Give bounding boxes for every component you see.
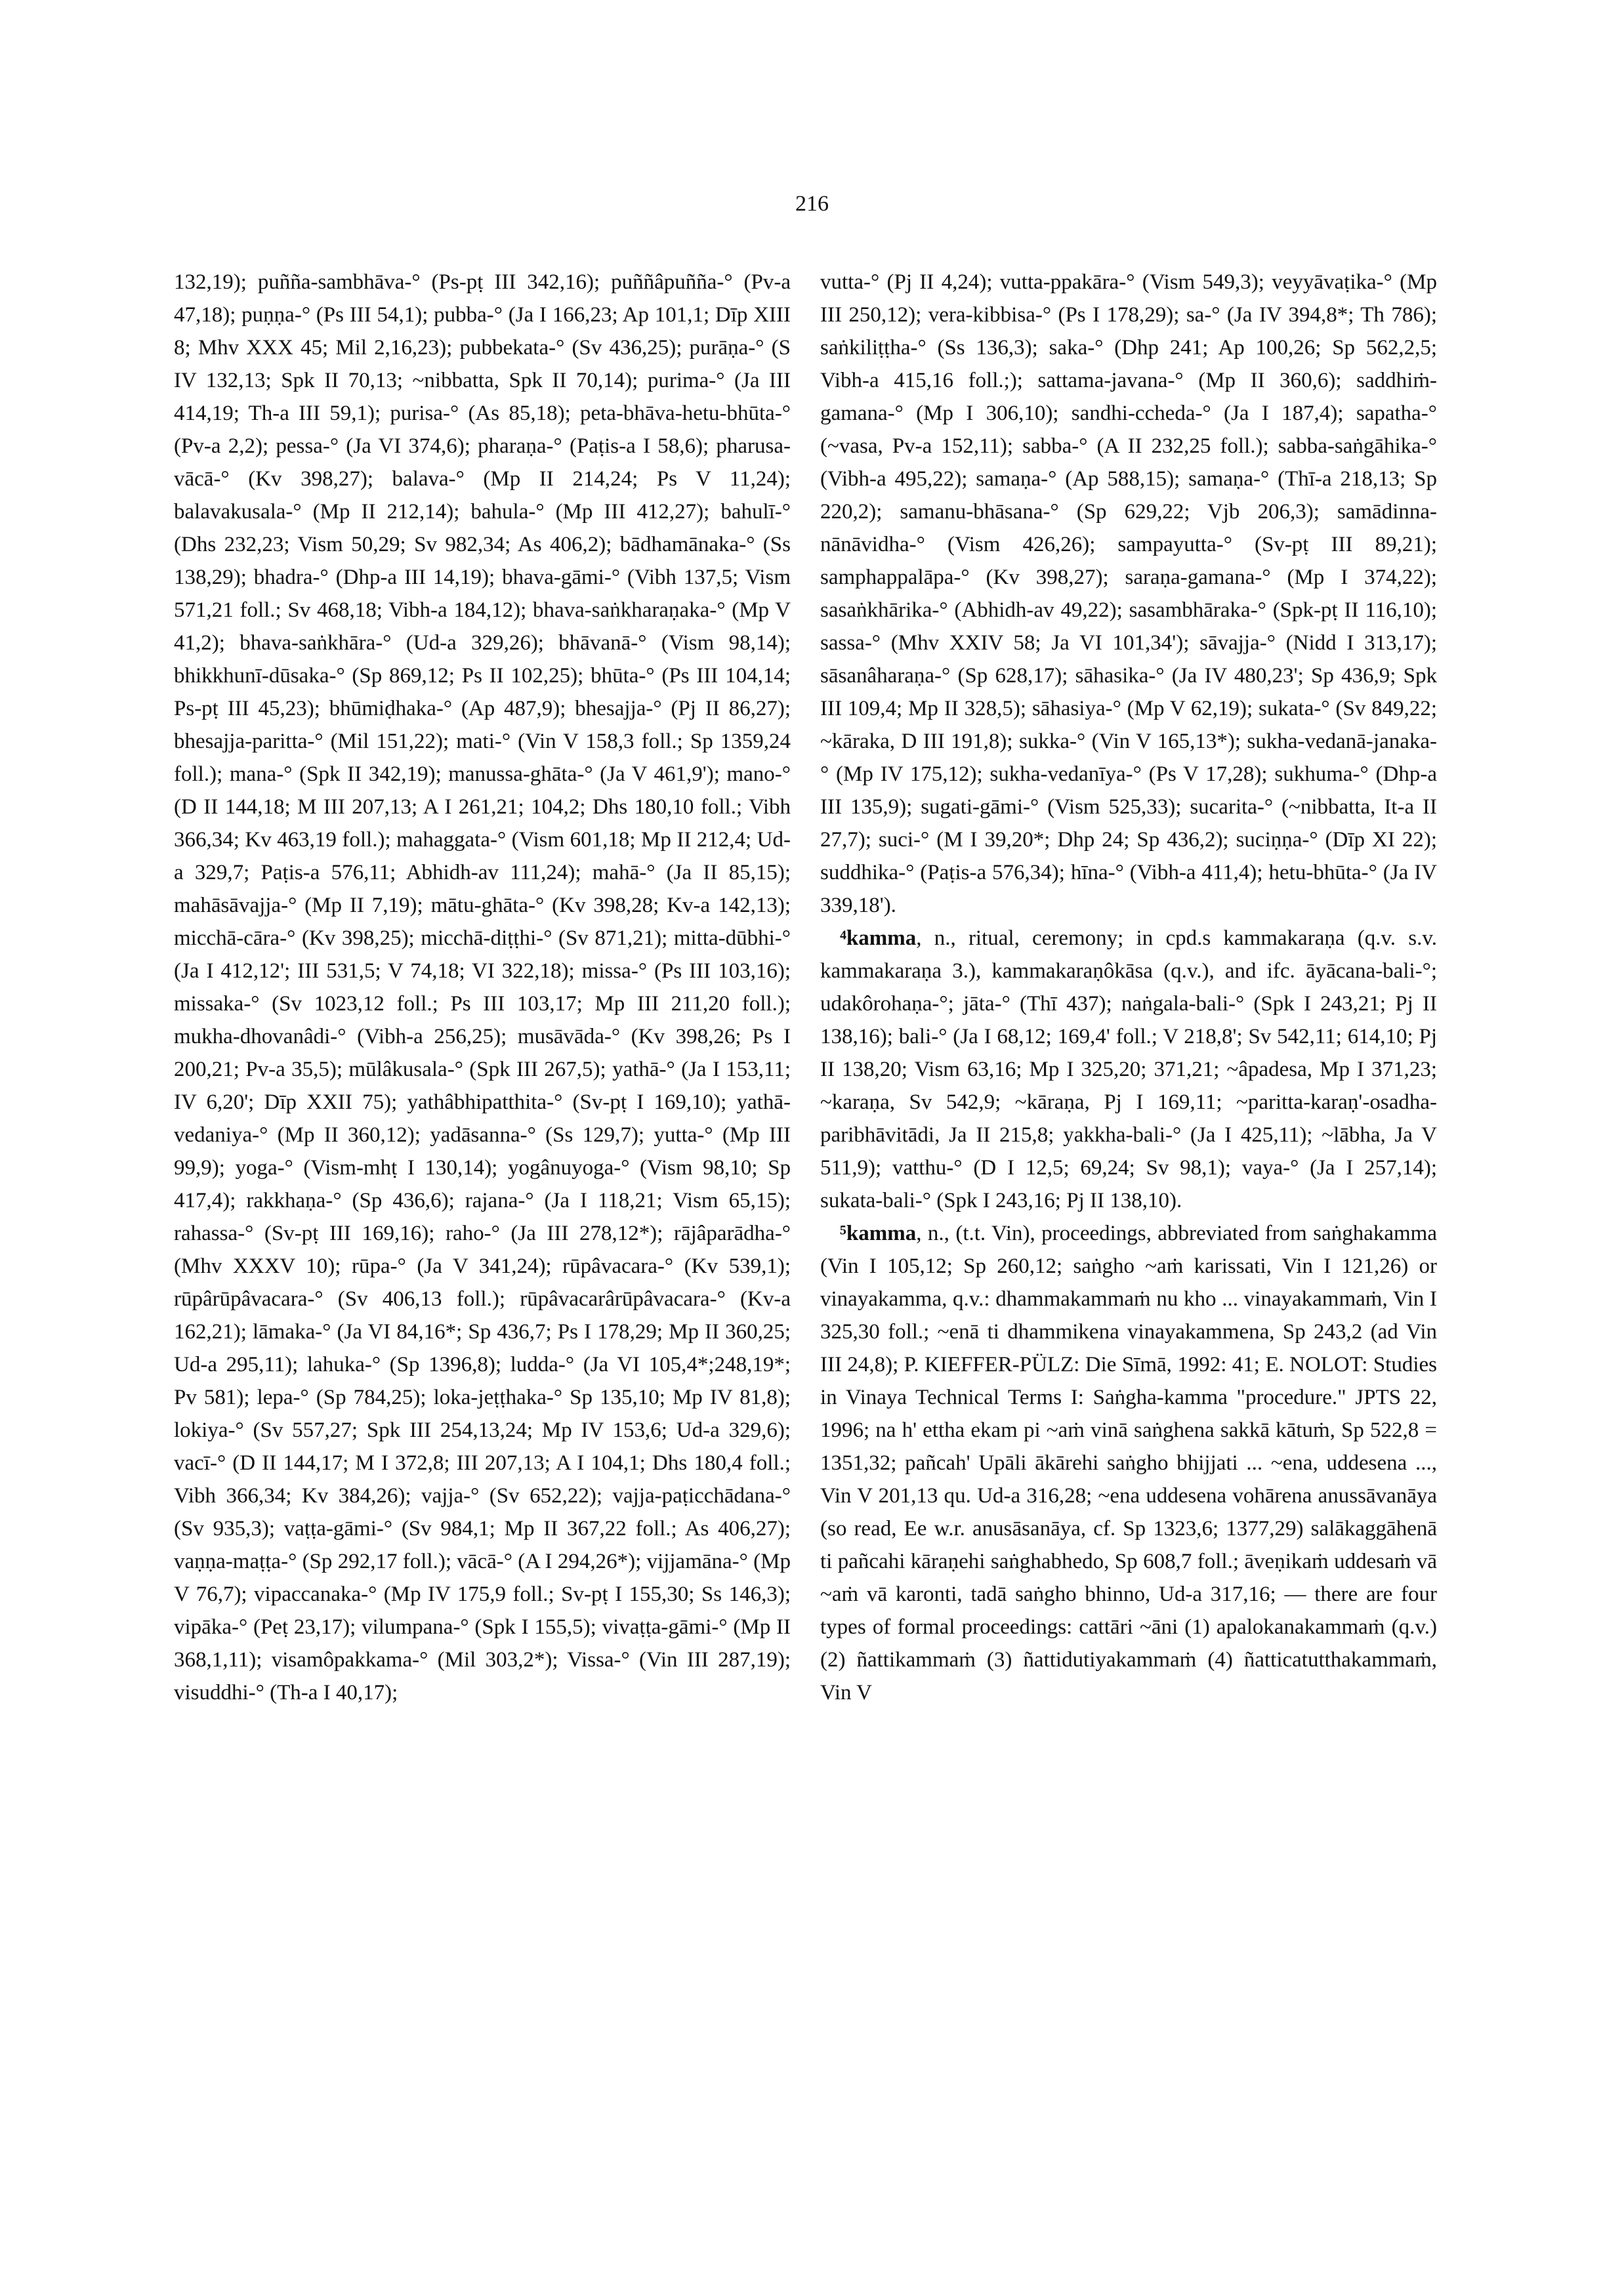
entry-4-headword: ⁴kamma [840,926,917,950]
right-column-intro: vutta-° (Pj II 4,24); vutta-ppakāra-° (Vism 549,3); veyyāvaṭika-° (Mp III 250,12); vera-kibbisa-° (Ps I 178,29); sa-° (Ja IV 394,8*; Th 786); saṅkiliṭṭha-° (Ss 136,3); saka-° (Dhp 241; Ap 100,26; Sp 562,2,5; Vibh-a 415,16 foll.;); sattama-javana-° (Mp II 360,6); saddhiṁ-gamana-° (Mp I 306,10); sandhi-ccheda-° (Ja I 187,4); sapatha-° (~vasa, Pv-a 152,11); sabba-° (A II 232,25 foll.); sabba-saṅgāhika-° (Vibh-a 495,22); samaṇa-° (Ap 588,15); samaṇa-° (Thī-a 218,13; Sp 220,2); samanu-bhāsana-° (Sp 629,22; Vjb 206,3); samādinna-nānāvidha-° (Vism 426,26); sampayutta-° (Sv-pṭ III 89,21); samphappalāpa-° (Kv 398,27); saraṇa-gamana-° (Mp I 374,22); sasaṅkhārika-° (Abhidh-av 49,22); sasambhāraka-° (Spk-pṭ II 116,10); sassa-° (Mhv XXIV 58; Ja VI 101,34'); sāvajja-° (Nidd I 313,17); sāsanâharaṇa-° (Sp 628,17); sāhasika-° (Ja IV 480,23'; Sp 436,9; Spk III 109,4; Mp II 328,5); sāhasiya-° (Mp V 62,19); sukata-° (Sv 849,22; ~kāraka, D III 191,8); sukka-° (Vin V 165,13*); sukha-vedanā-janaka-° (Mp IV 175,12); sukha-vedanīya-° (Ps V 17,28); sukhuma-° (Dhp-a III 135,9); sugati-gāmi-° (Vism 525,33); sucarita-° (~nibbatta, It-a II 27,7); suci-° (M I 39,20*; Dhp 24; Sp 436,2); suciṇṇa-° (Dīp XI 22); suddhika-° (Paṭis-a 576,34); hīna-° (Vibh-a 411,4); hetu-bhūta-° (Ja IV 339,18'). [820,270,1437,917]
entry-4-kamma [820,922,1437,1217]
entry-5-kamma [820,1217,1437,1709]
right-column [820,266,1437,2234]
page-number: 216 [795,192,829,216]
left-column-text: 132,19); puñña-sambhāva-° (Ps-pṭ III 342,16); puññâpuñña-° (Pv-a 47,18); puṇṇa-° (Ps III 54,1); pubba-° (Ja I 166,23; Ap 101,1; Dīp XIII 8; Mhv XXX 45; Mil 2,16,23); pubbekata-° (Sv 436,25); purāṇa-° (S IV 132,13; Spk II 70,13; ~nibbatta, Spk II 70,14); purima-° (Ja III 414,19; Th-a III 59,1); purisa-° (As 85,18); peta-bhāva-hetu-bhūta-° (Pv-a 2,2); pessa-° (Ja VI 374,6); pharaṇa-° (Paṭis-a I 58,6); pharusa-vācā-° (Kv 398,27); balava-° (Mp II 214,24; Ps V 11,24); balavakusala-° (Mp II 212,14); bahula-° (Mp III 412,27); bahulī-° (Dhs 232,23; Vism 50,29; Sv 982,34; As 406,2); bādhamānaka-° (Ss 138,29); bhadra-° (Dhp-a III 14,19); bhava-gāmi-° (Vibh 137,5; Vism 571,21 foll.; Sv 468,18; Vibh-a 184,12); bhava-saṅkharaṇaka-° (Mp V 41,2); bhava-saṅkhāra-° (Ud-a 329,26); bhāvanā-° (Vism 98,14); bhikkhunī-dūsaka-° (Sp 869,12; Ps II 102,25); bhūta-° (Ps III 104,14; Ps-pṭ III 45,23); bhūmiḍhaka-° (Ap 487,9); bhesajja-° (Pj II 86,27); bhesajja-paritta-° (Mil 151,22); mati-° (Vin V 158,3 foll.; Sp 1359,24 foll.); mana-° (Spk II 342,19); manussa-ghāta-° (Ja V 461,9'); mano-° (D II 144,18; M III 207,13; A I 261,21; 104,2; Dhs 180,10 foll.; Vibh 366,34; Kv 463,19 foll.); mahaggata-° (Vism 601,18; Mp II 212,4; Ud-a 329,7; Paṭis-a 576,11; Abhidh-av 111,24); mahā-° (Ja II 85,15); mahāsāvajja-° (Mp II 7,19); mātu-ghāta-° (Kv 398,28; Kv-a 142,13); micchā-cāra-° (Kv 398,25); micchā-diṭṭhi-° (Sv 871,21); mitta-dūbhi-° (Ja I 412,12'; III 531,5; V 74,18; VI 322,18); missa-° (Ps III 103,16); missaka-° (Sv 1023,12 foll.; Ps III 103,17; Mp III 211,20 foll.); mukha-dhovanâdi-° (Vibh-a 256,25); musāvāda-° (Kv 398,26; Ps I 200,21; Pv-a 35,5); mūlâkusala-° (Spk III 267,5); yathā-° (Ja I 153,11; IV 6,20'; Dīp XXII 75); yathâbhipatthita-° (Sv-pṭ I 169,10); yathā-vedaniya-° (Mp II 360,12); yadāsanna-° (Ss 129,7); yutta-° (Mp III 99,9); yoga-° (Vism-mhṭ I 130,14); yogânuyoga-° (Vism 98,10; Sp 417,4); rakkhaṇa-° (Sp 436,6); rajana-° (Ja I 118,21; Vism 65,15); rahassa-° (Sv-pṭ III 169,16); raho-° (Ja III 278,12*); rājâparādha-° (Mhv XXXV 10); rūpa-° (Ja V 341,24); rūpâvacara-° (Kv 539,1); rūpârūpâvacara-° (Sv 406,13 foll.); rūpâvacarârūpâvacara-° (Kv-a 162,21); lāmaka-° (Ja VI 84,16*; Sp 436,7; Ps I 178,29; Mp II 360,25; Ud-a 295,11); lahuka-° (Sp 1396,8); ludda-° (Ja VI 105,4*;248,19*; Pv 581); lepa-° (Sp 784,25); loka-jeṭṭhaka-° Sp 135,10; Mp IV 81,8); lokiya-° (Sv 557,27; Spk III 254,13,24; Mp IV 153,6; Ud-a 329,6); vacī-° (D II 144,17; M I 372,8; III 207,13; A I 104,1; Dhs 180,4 foll.; Vibh 366,34; Kv 384,26); vajja-° (Sv 652,22); vajja-paṭicchādana-° (Sv 935,3); vaṭṭa-gāmi-° (Sv 984,1; Mp II 367,22 foll.; As 406,27); vaṇṇa-maṭṭa-° (Sp 292,17 foll.); vācā-° (A I 294,26*); vijjamāna-° (Mp V 76,7); vipaccanaka-° (Mp IV 175,9 foll.; Sv-pṭ I 155,30; Ss 146,3); vipāka-° (Peṭ 23,17); vilumpana-° (Spk I 155,5); vivaṭṭa-gāmi-° (Mp II 368,1,11); visamôpakkama-° (Mil 303,2*); Vissa-° (Vin III 287,19); visuddhi-° (Th-a I 40,17); [174,270,791,1705]
entry-5-body: , n., (t.t. Vin), proceedings, abbreviated from saṅghakamma (Vin I 105,12; Sp 260,12; saṅgho ~aṁ karissati, Vin I 121,26) or vinayakamma, q.v.: dhammakammaṁ nu kho ... vinayakammaṁ, Vin I 325,30 foll.; ~enā ti dhammikena vinayakammena, Sp 243,2 (ad Vin III 24,8); P. KIEFFER-PÜLZ: Die Sīmā, 1992: 41; E. NOLOT: Studies in Vinaya Technical Terms I: Saṅgha-kamma "procedure." JPTS 22, 1996; na h' ettha ekam pi ~aṁ vinā saṅghena sakkā kātuṁ, Sp 522,8 = 1351,32; pañcah' Upāli ākārehi saṅgho bhijjati ... ~ena, uddesena ..., Vin V 201,13 qu. Ud-a 316,28; ~ena uddesena vohārena anussāvanāya (so read, Ee w.r. anusāsanāya, cf. Sp 1323,6; 1377,29) salākaggāhenā ti pañcahi kāraṇehi saṅghabhedo, Sp 608,7 foll.; āveṇikaṁ uddesaṁ vā ~aṁ vā karonti, tadā saṅgho bhinno, Ud-a 317,16; — there are four types of formal proceedings: cattāri ~āni (1) apalokanakammaṁ (q.v.) (2) ñattikammaṁ (3) ñattidutiyakammaṁ (4) ñatticatutthakammaṁ, Vin V [820,1222,1437,1705]
entry-5-headword: ⁵kamma [840,1222,917,1245]
entry-4-body: , n., ritual, ceremony; in cpd.s kammakaraṇa (q.v. s.v. kammakaraṇa 3.), kammakaraṇôkāsa (q.v.), and ifc. āyācana-bali-°; udakôrohaṇa-°; jāta-° (Thī 437); naṅgala-bali-° (Spk I 243,21; Pj II 138,16); bali-° (Ja I 68,12; 169,4' foll.; V 218,8'; Sv 542,11; 614,10; Pj II 138,20; Vism 63,16; Mp I 325,20; 371,21; ~âpadesa, Mp I 371,23; ~karaṇa, Sv 542,9; ~kāraṇa, Pj I 169,11; ~paritta-karaṇ'-osadha-paribhāvitādi, Ja II 215,8; yakkha-bali-° (Ja I 425,11); ~lābha, Ja V 511,9); vatthu-° (D I 12,5; 69,24; Sv 98,1); vaya-° (Ja I 257,14); sukata-bali-° (Spk I 243,16; Pj II 138,10). [820,926,1437,1212]
left-column [174,266,791,2234]
